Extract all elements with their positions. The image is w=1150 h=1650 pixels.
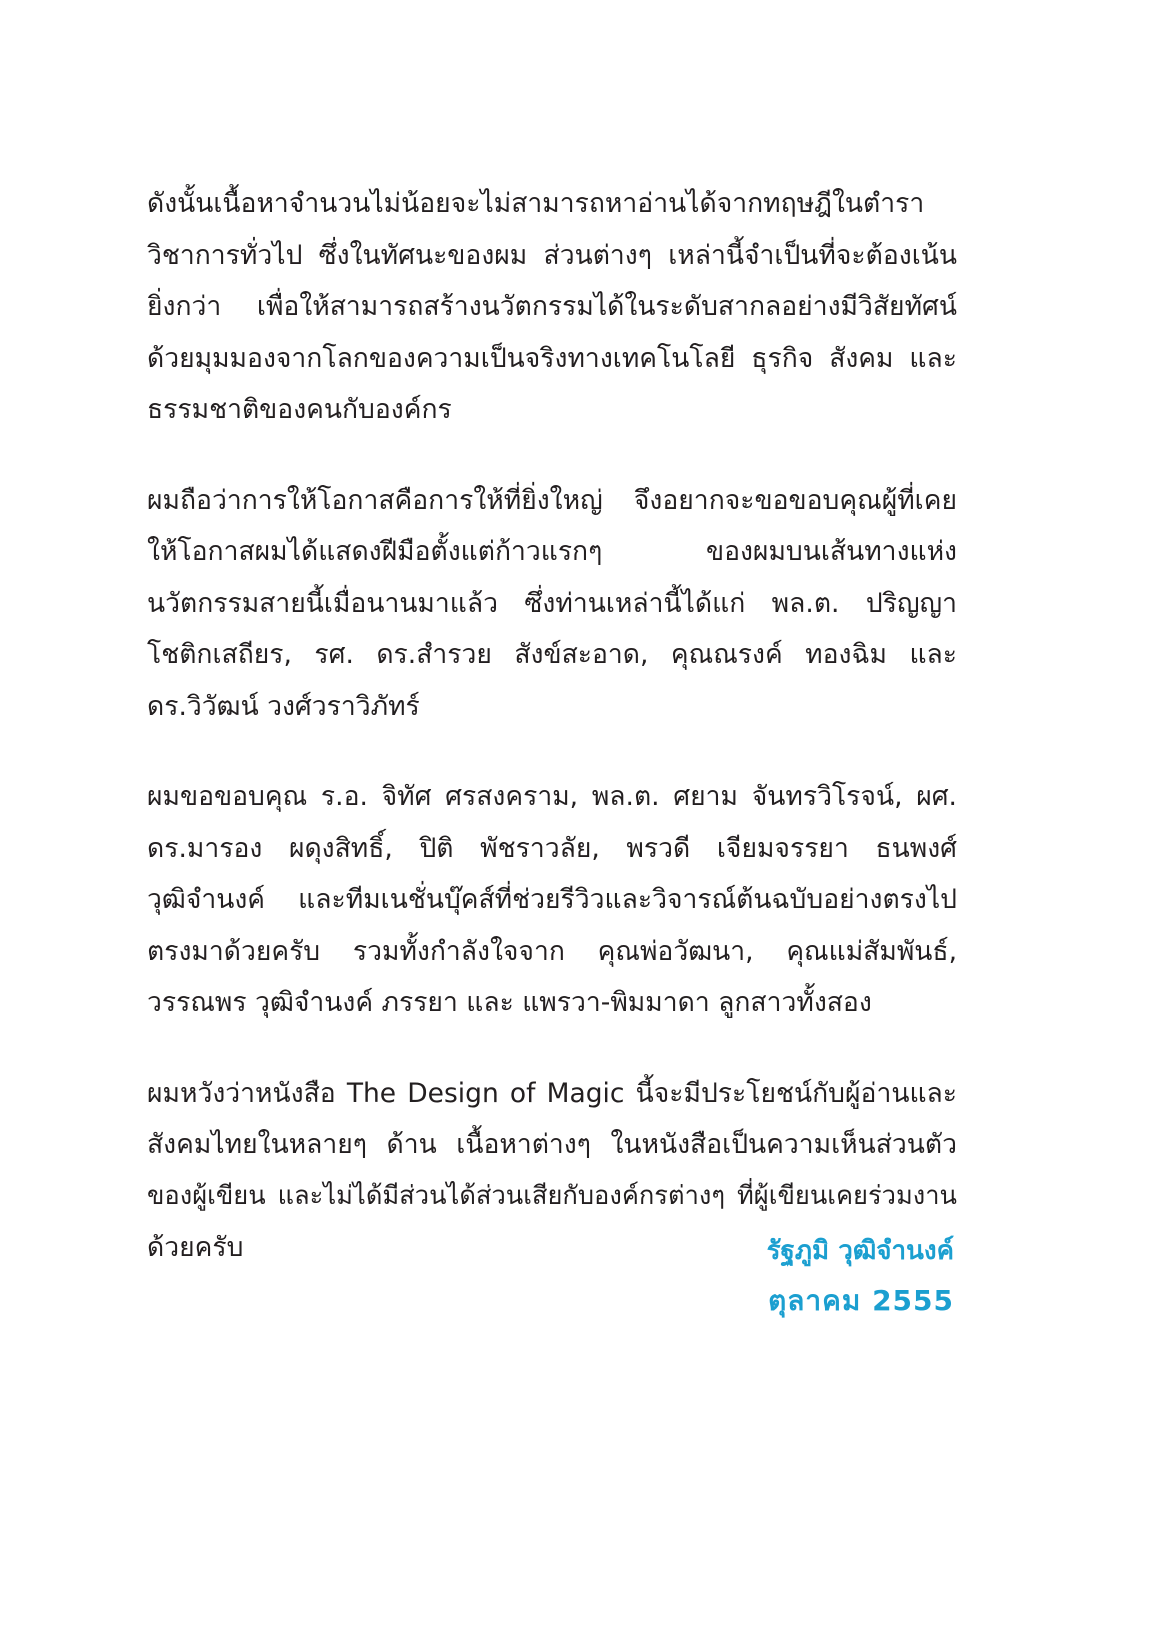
text-line: ดังนั้นเนื้อหาจำนวนไม่น้อยจะไม่สามารถหาอ่านได้จากทฤษฎีในตำรา <box>147 188 925 219</box>
text-line: ของผู้เขียน และไม่ได้มีส่วนได้ส่วนเสียกับองค์กรต่างๆ ที่ผู้เขียนเคยร่วมงาน <box>147 1180 957 1211</box>
text-line: วิชาการทั่วไป ซึ่งในทัศนะของผม ส่วนต่างๆ เหล่านี้จำเป็นที่จะต้องเน้น <box>147 239 957 271</box>
text-line: ธรรมชาติของคนกับองค์กร <box>147 394 452 425</box>
text-line: นวัตกรรมสายนี้เมื่อนานมาแล้ว ซึ่งท่านเหล่านี้ได้แก่ พล.ต. ปริญญา <box>147 587 957 619</box>
text-line: ให้โอกาสผมได้แสดงฝีมือตั้งแต่ก้าวแรกๆ ของผมบนเส้นทางแห่ง <box>147 536 957 567</box>
text-line: ตรงมาด้วยครับ รวมทั้งกำลังใจจาก คุณพ่อวัฒนา, คุณแม่สัมพันธ์, <box>147 935 957 967</box>
signature-block <box>767 1226 954 1326</box>
text-line: ผมถือว่าการให้โอกาสคือการให้ที่ยิ่งใหญ่ จึงอยากจะขอขอบคุณผู้ที่เคย <box>147 484 957 516</box>
text-line: ด้วยมุมมองจากโลกของความเป็นจริงทางเทคโนโลยี ธุรกิจ สังคม และ <box>147 342 957 374</box>
signature-date: ตุลาคม 2555 <box>768 1284 954 1317</box>
text-line: ดร.วิวัฒน์ วงศ์วราวิภัทร์ <box>147 690 420 722</box>
text-line: วุฒิจำนงค์ และทีมเนชั่นบุ๊คส์ที่ช่วยรีวิวและวิจารณ์ต้นฉบับอย่างตรงไป <box>147 884 957 915</box>
paragraph-1 <box>147 178 957 436</box>
text-line: สังคมไทยในหลายๆ ด้าน เนื้อหาต่างๆ ในหนังสือเป็นความเห็นส่วนตัว <box>147 1129 957 1160</box>
author-name: รัฐภูมิ วุฒิจำนงค์ <box>766 1236 954 1266</box>
paragraph-2 <box>147 475 957 733</box>
text-line: ยิ่งกว่า เพื่อให้สามารถสร้างนวัตกรรมได้ในระดับสากลอย่างมีวิสัยทัศน์ <box>147 291 957 322</box>
paragraph-3 <box>147 771 957 1029</box>
body-text <box>147 178 957 1313</box>
text-line: ด้วยครับ <box>147 1232 244 1263</box>
text-line: ดร.มารอง ผดุงสิทธิ์, ปิติ พัชราวลัย, พรวดี เจียมจรรยา ธนพงศ์ <box>147 832 957 864</box>
text-line: ผมขอขอบคุณ ร.อ. จิทัศ ศรสงคราม, พล.ต. ศยาม จันทรวิโรจน์, ผศ. <box>147 781 957 812</box>
text-line: โชติกเสถียร, รศ. ดร.สำรวย สังข์สะอาด, คุณณรงค์ ทองฉิม และ <box>147 639 957 670</box>
text-line: วรรณพร วุฒิจำนงค์ ภรรยา และ แพรวา-พิมมาดา ลูกสาวทั้งสอง <box>147 987 872 1018</box>
text-line: ผมหวังว่าหนังสือ The Design of Magic นี้จะมีประโยชน์กับผู้อ่านและ <box>147 1077 957 1109</box>
